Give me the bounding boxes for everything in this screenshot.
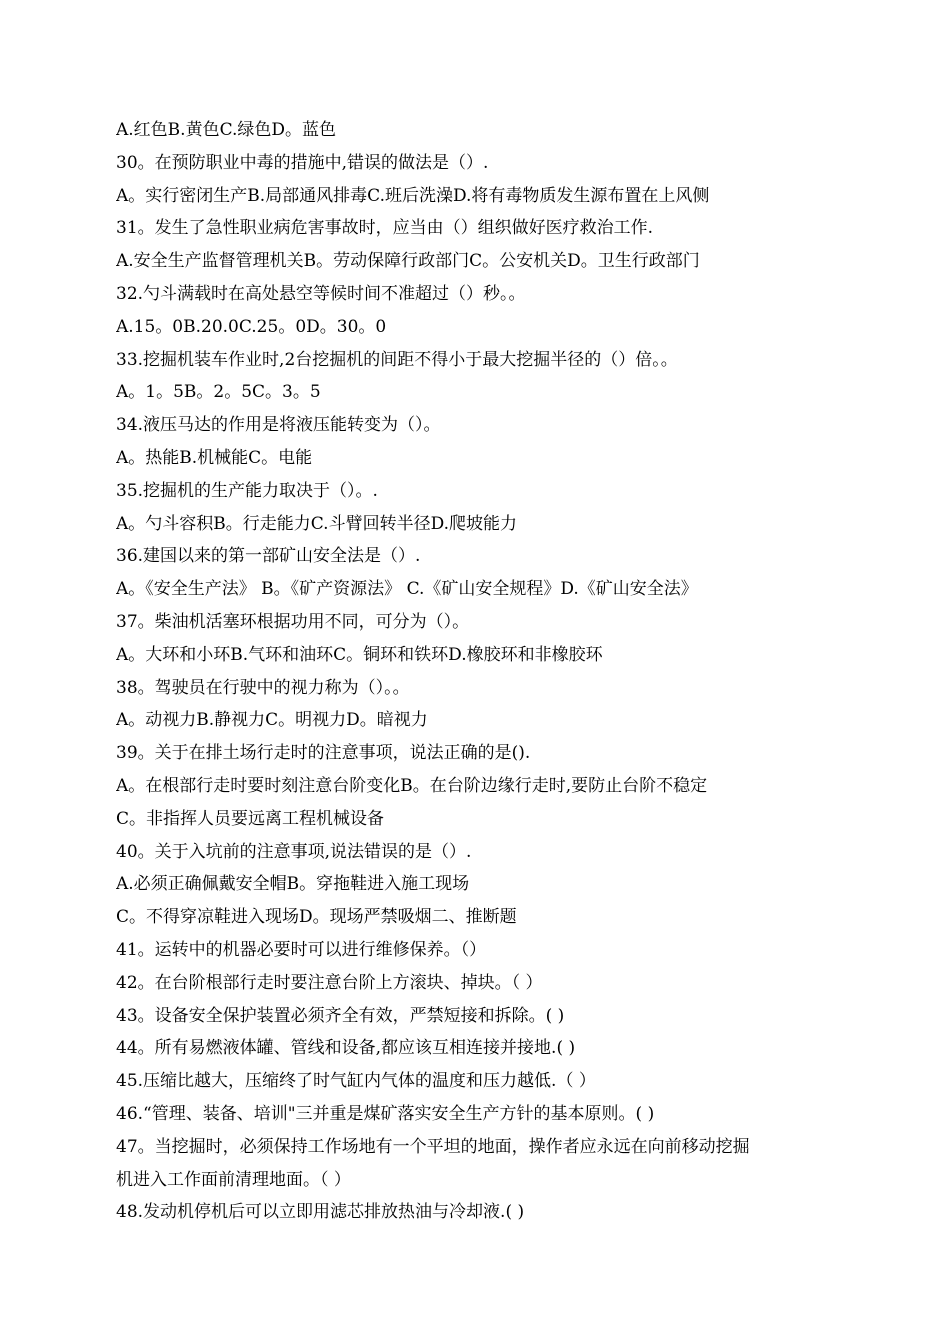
question-46: 46.“管理、装备、培训"三并重是煤矿落实安全生产方针的基本原则。( ) [116,1103,655,1124]
question-40: 40。关于入坑前的注意事项,说法错误的是（）. [116,841,472,862]
question-34: 34.液压马达的作用是将液压能转变为（）。 [116,415,441,436]
answer-options-32: A.15。0B.20.0C.25。0D。30。0 [116,316,387,337]
answer-options-38: A。动视力B.静视力C。明视力D。暗视力 [116,710,428,731]
question-47: 47。当挖掘时，必须保持工作场地有一个平坦的地面，操作者应永远在向前移动挖掘 [116,1136,750,1157]
question-43: 43。设备安全保护装置必须齐全有效，严禁短接和拆除。( ) [116,1005,565,1026]
question-37: 37。柴油机活塞环根据功用不同，可分为（）。 [116,611,470,632]
question-30: 30。在预防职业中毒的措施中,错误的做法是（）. [116,152,489,173]
question-39: 39。关于在排土场行走时的注意事项，说法正确的是(). [116,743,531,764]
answer-options-39: A。在根部行走时要时刻注意台阶变化B。在台阶边缘行走时,要防止台阶不稳定 [116,775,708,796]
answer-options-29: A.红色B.黄色C.绿色D。蓝色 [116,120,337,140]
answer-options-34: A。热能B.机械能C。电能 [116,447,313,468]
question-42: 42。在台阶根部行走时要注意台阶上方滚块、掉块。（ ） [116,972,543,993]
question-33: 33.挖掘机装车作业时,2台挖掘机的间距不得小于最大挖掘半径的（）倍。。 [116,349,678,370]
question-38: 38。驾驶员在行驶中的视力称为（）。。 [116,677,410,698]
answer-options-31: A.安全生产监督管理机关B。劳动保障行政部门C。公安机关D。卫生行政部门 [116,251,700,272]
answer-options-40: A.必须正确佩戴安全帽B。穿拖鞋进入施工现场 [116,874,470,895]
question-47-cont: 机进入工作面前清理地面。（ ） [116,1169,351,1190]
question-32: 32.勺斗满载时在高处悬空等候时间不准超过（）秒。。 [116,283,526,304]
answer-options-35: A。勺斗容积B。行走能力C.斗臂回转半径D.爬坡能力 [116,513,518,534]
answer-options-37: A。大环和小环B.气环和油环C。铜环和铁环D.橡胶环和非橡胶环 [116,644,603,665]
question-41: 41。运转中的机器必要时可以进行维修保养。（） [116,939,487,960]
question-48: 48.发动机停机后可以立即用滤芯排放热油与冷却液.( ) [116,1202,525,1223]
answer-options-36: A。《安全生产法》 B。《矿产资源法》 C.《矿山安全规程》D.《矿山安全法》 [116,579,698,600]
answer-options-39-cont: C。非指挥人员要远离工程机械设备 [116,808,385,829]
question-44: 44。所有易燃液体罐、管线和设备,都应该互相连接并接地.( ) [116,1038,576,1059]
answer-options-40-cont: C。不得穿凉鞋进入现场D。现场严禁吸烟二、推断题 [116,907,517,928]
question-31: 31。发生了急性职业病危害事故时，应当由（）组织做好医疗救治工作. [116,218,654,239]
question-35: 35.挖掘机的生产能力取决于（）。. [116,480,378,501]
question-45: 45.压缩比越大，压缩终了时气缸内气体的温度和压力越低.（ ） [116,1071,596,1092]
answer-options-33: A。1。5B。2。5C。3。5 [116,382,321,403]
question-36: 36.建国以来的第一部矿山安全法是（）. [116,546,421,567]
answer-options-30: A。实行密闭生产B.局部通风排毒C.班后洗澡D.将有毒物质发生源布置在上风侧 [116,185,710,206]
document-body [116,114,836,1229]
